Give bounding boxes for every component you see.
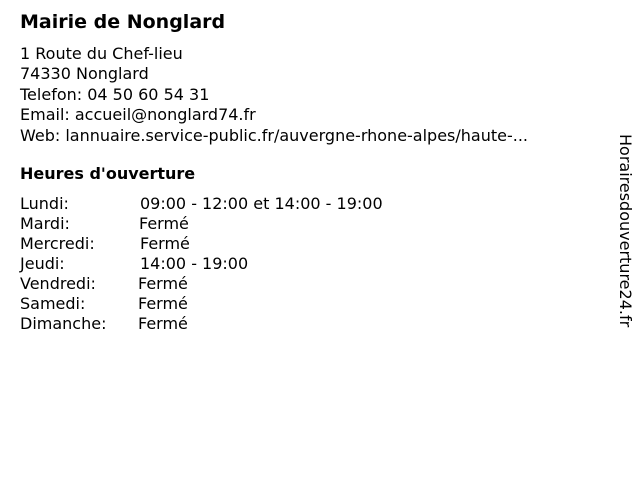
email-address: Email: accueil@nonglard74.fr (20, 105, 256, 125)
street-address: 1 Route du Chef-lieu (20, 44, 183, 63)
day-label: Lundi: (20, 194, 69, 213)
day-label: Jeudi: (20, 254, 65, 273)
day-hours: Fermé (138, 294, 188, 313)
day-hours: Fermé (138, 274, 188, 293)
day-label: Dimanche: (20, 314, 107, 333)
day-hours: 09:00 - 12:00 et 14:00 - 19:00 (140, 194, 383, 213)
day-label: Vendredi: (20, 274, 96, 293)
watermark-text: Horairesdouverture24.fr (616, 134, 635, 328)
page-title: Mairie de Nonglard (20, 11, 226, 33)
day-hours: 14:00 - 19:00 (140, 254, 249, 273)
day-hours: Fermé (139, 214, 189, 233)
website-link: Web: lannuaire.service-public.fr/auvergne-rhone-alpes/haute-... (20, 125, 529, 145)
day-hours: Fermé (138, 314, 188, 333)
day-hours: Fermé (140, 234, 190, 253)
contact-info (20, 44, 528, 146)
day-label: Mardi: (20, 214, 70, 233)
day-label: Samedi: (20, 294, 86, 313)
city-postcode: 74330 Nonglard (20, 64, 149, 84)
day-label: Mercredi: (20, 234, 95, 253)
hours-heading: Heures d'ouverture (20, 164, 196, 183)
phone-number: Telefon: 04 50 60 54 31 (20, 84, 210, 104)
